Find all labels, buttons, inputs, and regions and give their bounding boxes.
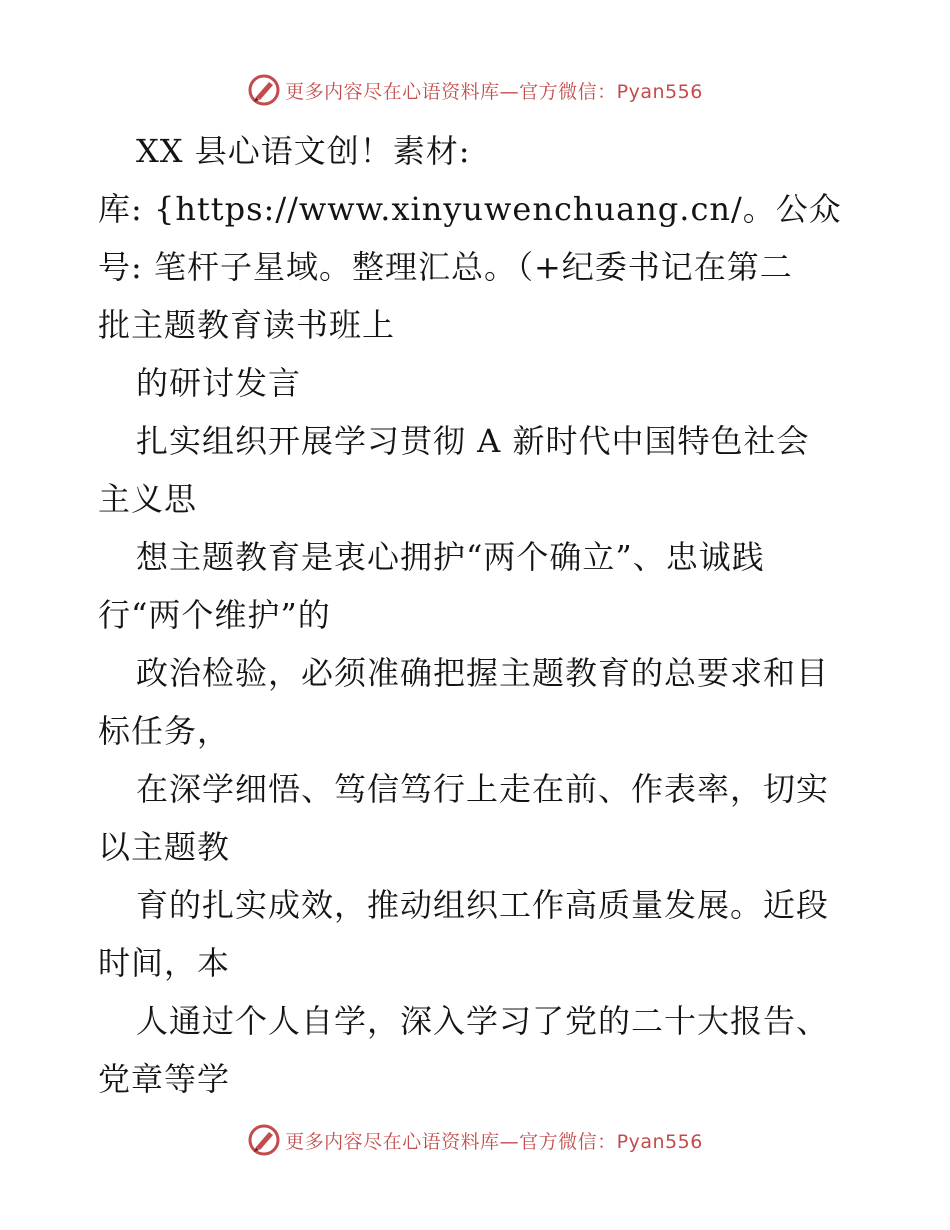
watermark-text: 更多内容尽在心语资料库—官方微信：Pyan556 — [285, 80, 703, 103]
text-line: 党章等学 — [98, 1060, 231, 1098]
text-line: 库: {https://www.xinyuwenchuang.cn/。公众 — [98, 190, 842, 228]
text-line: 标任务， — [98, 712, 231, 750]
text-line: 扎实组织开展学习贯彻 A 新时代中国特色社会 — [136, 422, 810, 460]
text-line: 人通过个人自学，深入学习了党的二十大报告、 — [136, 1002, 830, 1040]
text-line: 想主题教育是衷心拥护“两个确立”、忠诚践 — [136, 538, 765, 576]
footer-watermark — [0, 1120, 950, 1160]
pen-logo-icon — [247, 1123, 281, 1157]
text-line: 以主题教 — [98, 828, 231, 866]
text-line: 批主题教育读书班上 — [98, 306, 396, 344]
text-line: 行“两个维护”的 — [98, 596, 331, 634]
document-body — [98, 122, 858, 1108]
text-line: 号: 笔杆子星域。整理汇总。（+纪委书记在第二 — [98, 248, 793, 286]
text-line: 政治检验，必须准确把握主题教育的总要求和目 — [136, 654, 830, 692]
text-line: XX 县心语文创！素材: — [136, 132, 471, 170]
text-line: 在深学细悟、笃信笃行上走在前、作表率，切实 — [136, 770, 830, 808]
text-line: 时间，本 — [98, 944, 231, 982]
header-watermark — [0, 70, 950, 110]
text-line: 的研讨发言 — [136, 364, 302, 402]
pen-logo-icon — [247, 73, 281, 107]
text-line: 育的扎实成效，推动组织工作高质量发展。近段 — [136, 886, 830, 924]
watermark-text: 更多内容尽在心语资料库—官方微信：Pyan556 — [285, 1130, 703, 1153]
text-line: 主义思 — [98, 480, 198, 518]
